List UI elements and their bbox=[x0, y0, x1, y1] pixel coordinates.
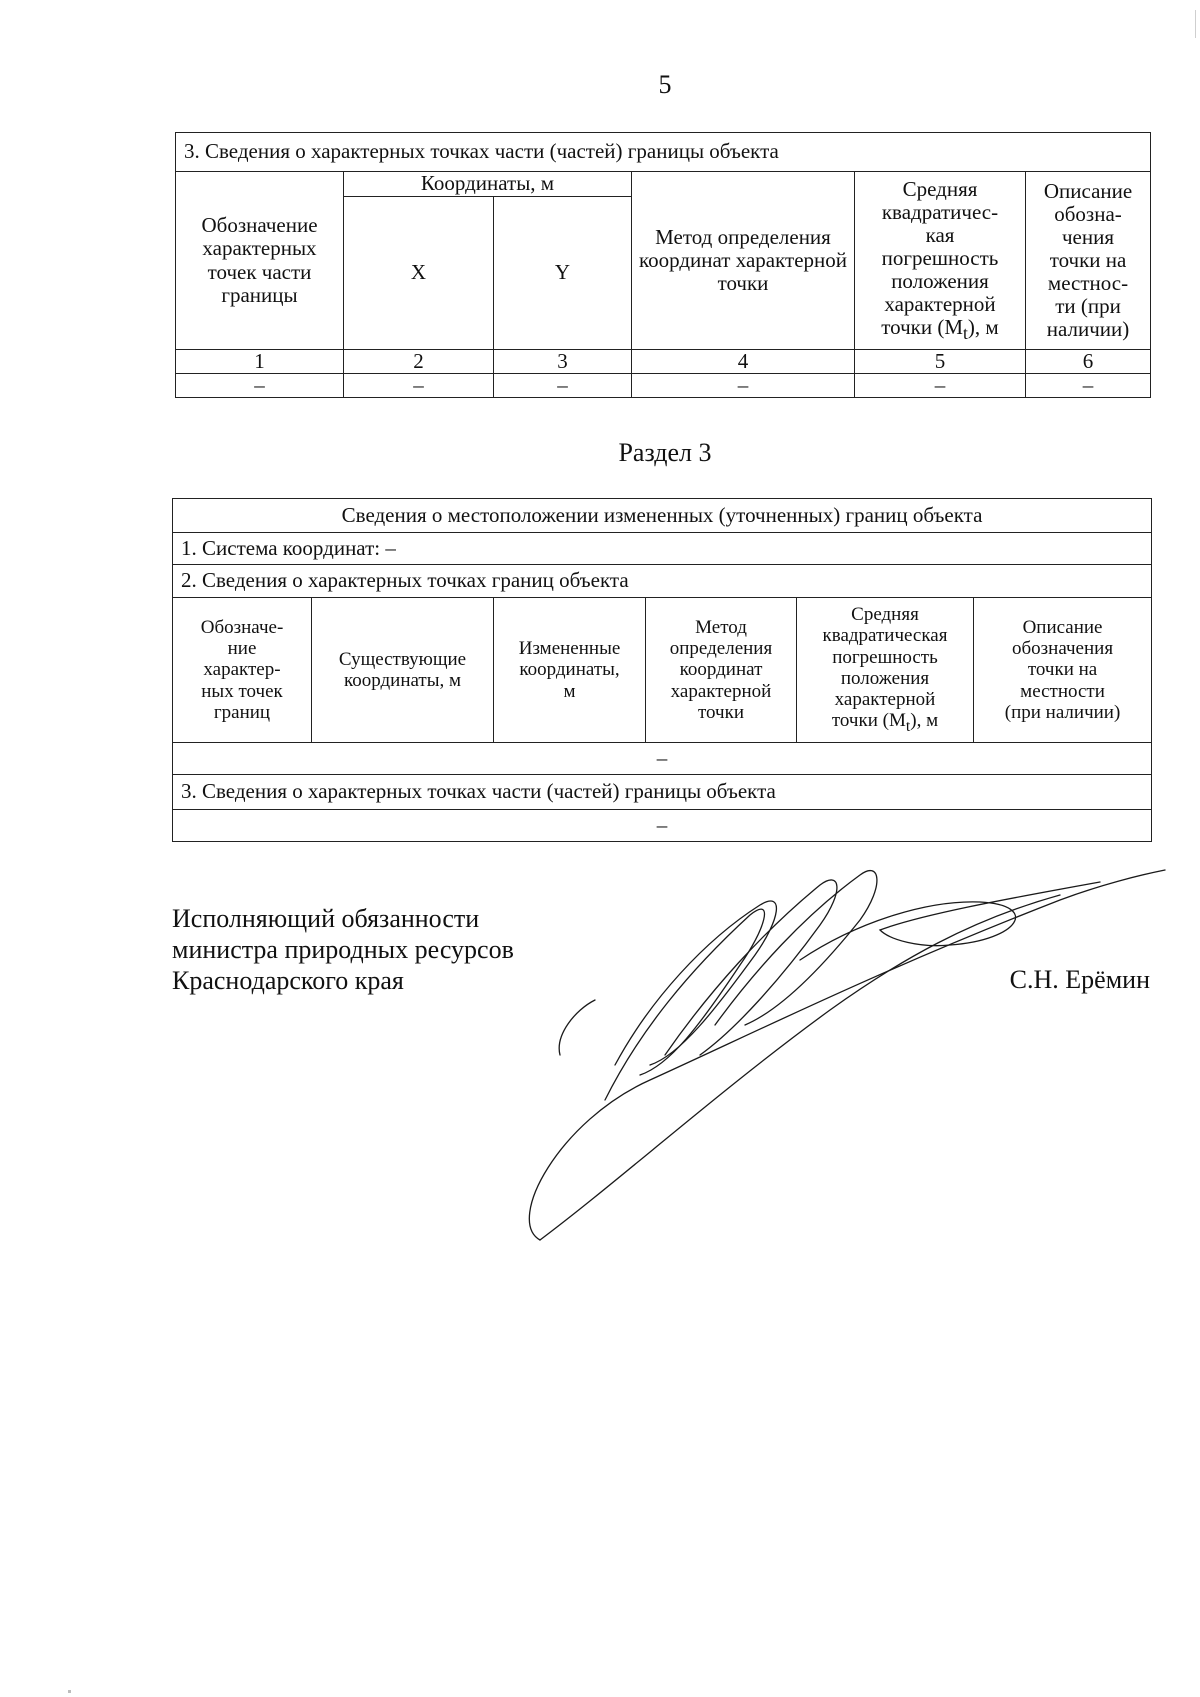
table-title: Сведения о местоположении измененных (уточненных) границ объекта bbox=[173, 499, 1152, 533]
scan-artifact bbox=[68, 1690, 71, 1693]
header-text: ), м bbox=[967, 315, 999, 340]
header-line: точки на bbox=[1027, 659, 1098, 681]
header-line: квадратичес- bbox=[881, 199, 999, 224]
signatory-title-line: Исполняющий обязанности bbox=[172, 904, 480, 933]
table-cell: – bbox=[1026, 374, 1151, 398]
header-description bbox=[974, 598, 1152, 743]
header-error bbox=[855, 172, 1026, 350]
header-method bbox=[646, 598, 797, 743]
header-coordinates: Координаты, м bbox=[344, 172, 632, 197]
changed-boundaries-table bbox=[172, 498, 1152, 842]
header-line: координаты, bbox=[519, 659, 620, 681]
table-cell: – bbox=[344, 374, 494, 398]
signatory-title-line: Краснодарского края bbox=[172, 966, 404, 995]
empty-row: – bbox=[173, 743, 1152, 775]
header-line: чения bbox=[1062, 224, 1115, 249]
header-line: Измененные bbox=[518, 638, 621, 660]
header-line: обозна- bbox=[1054, 201, 1122, 226]
header-line bbox=[801, 710, 969, 736]
header-designation: Обозначение характерных точек части границы bbox=[176, 172, 344, 350]
header-line: характерной bbox=[884, 291, 996, 316]
table-title: 3. Сведения о характерных точках части (частей) границы объекта bbox=[176, 133, 1151, 172]
table-cell: – bbox=[632, 374, 855, 398]
header-line: характерной bbox=[670, 680, 772, 702]
header-line: Существующие bbox=[338, 648, 467, 670]
header-line: ных точек bbox=[201, 680, 283, 702]
header-method: Метод определения координат характерной точки bbox=[632, 172, 855, 350]
header-line: положения bbox=[840, 667, 930, 689]
header-line: обозначения bbox=[1011, 638, 1114, 660]
header-line: Описание bbox=[1043, 178, 1133, 203]
header-line: положения bbox=[891, 268, 989, 293]
header-line: погрешность bbox=[832, 646, 938, 668]
header-text: точки (M bbox=[881, 315, 964, 340]
header-line bbox=[859, 316, 1021, 343]
subscript: t bbox=[963, 323, 968, 344]
header-line: границ bbox=[213, 701, 271, 723]
header-line: м bbox=[563, 680, 576, 702]
column-number-row bbox=[176, 350, 1151, 374]
section-title: Раздел 3 bbox=[618, 438, 712, 467]
header-error bbox=[797, 598, 974, 743]
header-line: наличии) bbox=[1046, 317, 1130, 342]
header-line: ние bbox=[227, 638, 257, 660]
header-line: характер- bbox=[203, 659, 281, 681]
header-line: (при наличии) bbox=[1004, 701, 1121, 723]
header-line: Средняя bbox=[902, 176, 978, 201]
header-line: местнос- bbox=[1047, 271, 1129, 296]
column-number: 1 bbox=[176, 350, 344, 374]
table-row bbox=[176, 374, 1151, 398]
coordinate-system-row: 1. Система координат: – bbox=[173, 533, 1152, 565]
header-changed-coordinates bbox=[494, 598, 646, 743]
header-line: Описание bbox=[1022, 616, 1103, 638]
header-line: квадратическая bbox=[822, 625, 948, 647]
column-number: 5 bbox=[855, 350, 1026, 374]
header-line: определения bbox=[669, 638, 773, 660]
header-line: координат bbox=[679, 659, 763, 681]
header-text: ), м bbox=[910, 710, 939, 732]
scan-artifact bbox=[1195, 10, 1196, 38]
signatory-name: С.Н. Ерёмин bbox=[1009, 965, 1150, 994]
column-number: 2 bbox=[344, 350, 494, 374]
header-line: кая bbox=[925, 222, 955, 247]
header-y: Y bbox=[494, 197, 632, 350]
signatory-title bbox=[172, 903, 514, 996]
header-line: Обозначе- bbox=[200, 616, 284, 638]
points-section-title: 2. Сведения о характерных точках границ объекта bbox=[173, 565, 1152, 598]
header-description bbox=[1026, 172, 1151, 350]
header-text: точки (M bbox=[831, 710, 906, 732]
empty-row: – bbox=[173, 810, 1152, 842]
subscript: t bbox=[905, 718, 911, 736]
header-line: характерной bbox=[834, 689, 936, 711]
table-cell: – bbox=[855, 374, 1026, 398]
column-number: 4 bbox=[632, 350, 855, 374]
header-designation bbox=[173, 598, 312, 743]
table-cell: – bbox=[176, 374, 344, 398]
header-line: местности bbox=[1020, 680, 1105, 702]
table-cell: – bbox=[494, 374, 632, 398]
header-line: точки на bbox=[1049, 247, 1127, 272]
header-line: Метод bbox=[695, 616, 747, 638]
column-number: 3 bbox=[494, 350, 632, 374]
signatory-title-line: министра природных ресурсов bbox=[172, 935, 514, 964]
header-line: погрешность bbox=[881, 245, 999, 270]
characteristic-points-part-table bbox=[175, 132, 1151, 398]
header-line: ти (при bbox=[1055, 294, 1121, 319]
header-existing-coordinates bbox=[312, 598, 494, 743]
header-line: координаты, м bbox=[343, 670, 462, 691]
part-section-title: 3. Сведения о характерных точках части (частей) границы объекта bbox=[173, 775, 1152, 810]
column-number: 6 bbox=[1026, 350, 1151, 374]
page-number: 5 bbox=[658, 70, 672, 99]
handwritten-signature bbox=[500, 860, 1180, 1260]
header-x: X bbox=[344, 197, 494, 350]
header-line: точки bbox=[697, 701, 744, 723]
header-line: Средняя bbox=[851, 604, 919, 626]
